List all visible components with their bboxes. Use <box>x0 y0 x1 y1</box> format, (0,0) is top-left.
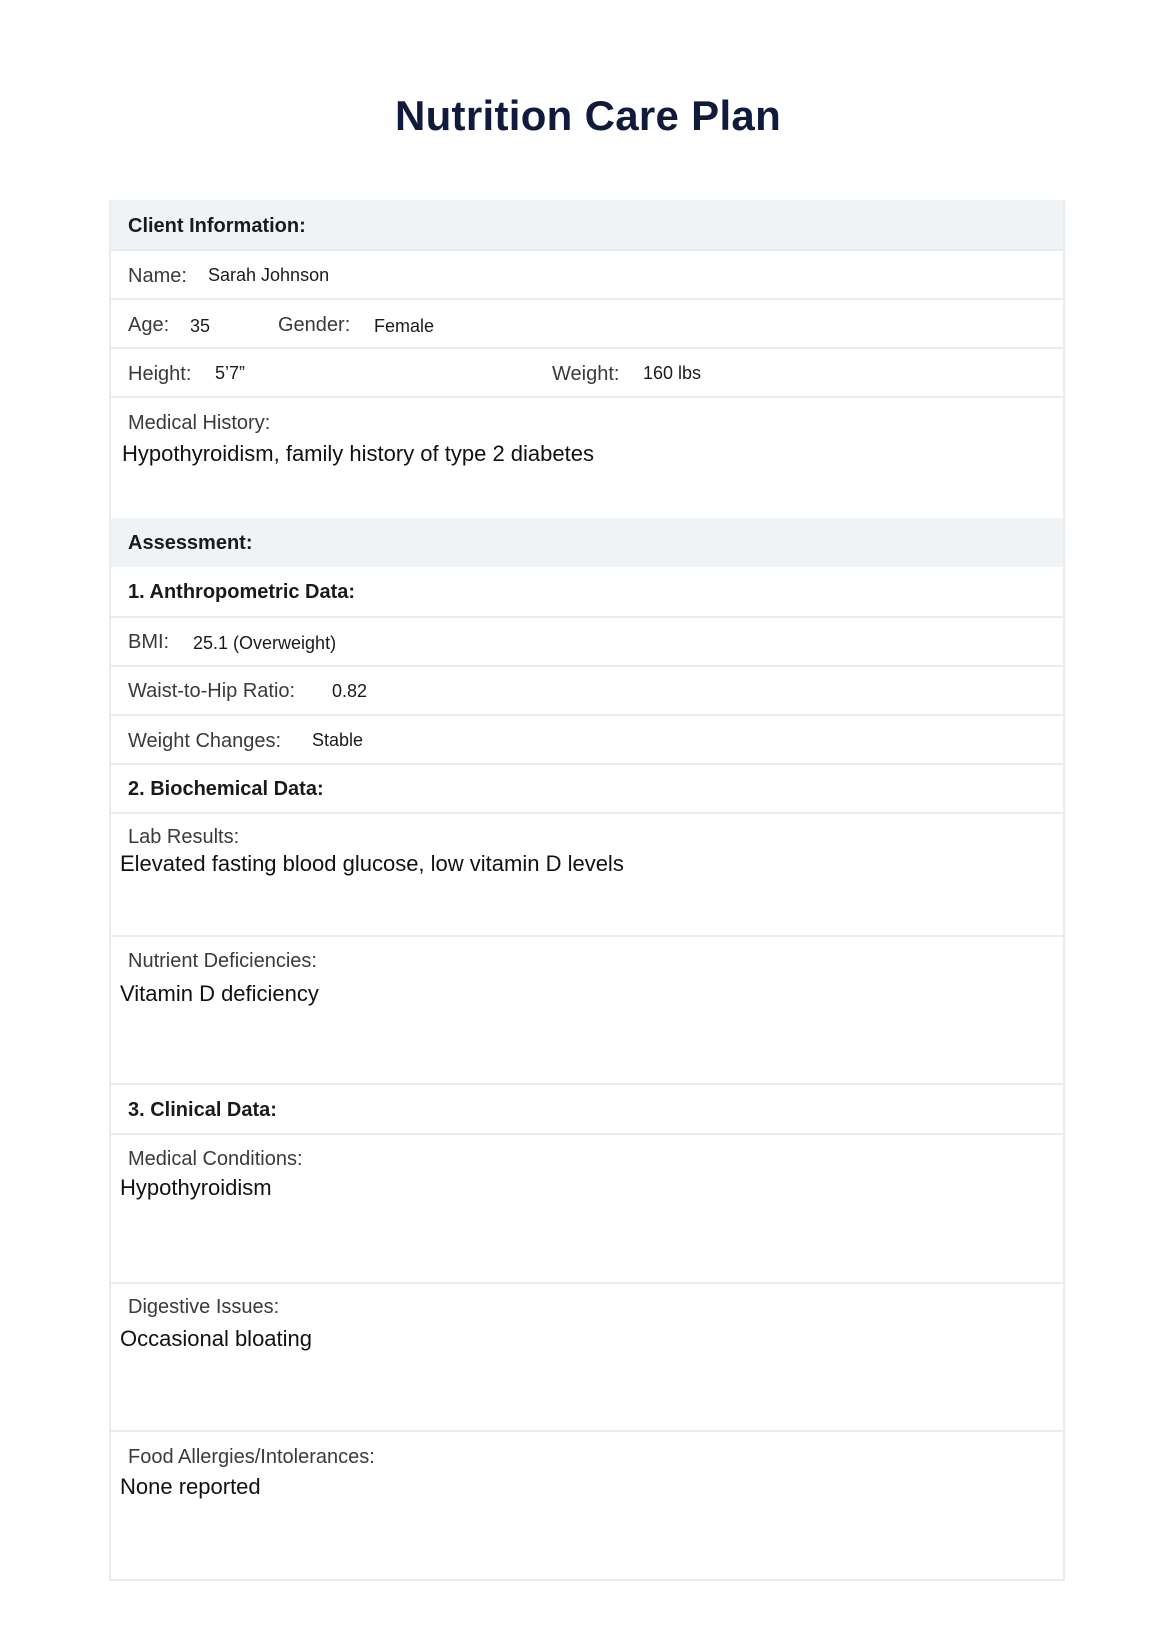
lab-results-label: Lab Results: <box>128 826 240 848</box>
lab-results-field[interactable]: Elevated fasting blood glucose, low vitamin D levels <box>120 851 624 876</box>
biochemical-header-row <box>111 763 1063 812</box>
age-label: Age: <box>128 314 170 336</box>
gender-field[interactable]: Female <box>374 316 435 336</box>
name-row <box>111 249 1063 298</box>
client-information-header <box>111 200 1063 249</box>
medical-history-field[interactable]: Hypothyroidism, family history of type 2 diabetes <box>122 441 594 466</box>
name-label: Name: <box>128 265 187 287</box>
digestive-issues-row <box>111 1282 1063 1430</box>
age-gender-row <box>111 298 1063 347</box>
clinical-header-row <box>111 1083 1063 1133</box>
assessment-heading: Assessment: <box>128 532 253 554</box>
page-title: Nutrition Care Plan <box>394 92 782 139</box>
anthropometric-heading: 1. Anthropometric Data: <box>128 581 356 603</box>
bmi-label: BMI: <box>128 631 170 653</box>
biochemical-heading: 2. Biochemical Data: <box>128 778 324 800</box>
waist-hip-label: Waist-to-Hip Ratio: <box>128 680 296 702</box>
nutrient-deficiencies-field[interactable]: Vitamin D deficiency <box>120 981 319 1006</box>
medical-history-label: Medical History: <box>128 412 271 434</box>
food-allergies-label: Food Allergies/Intolerances: <box>128 1446 375 1468</box>
medical-conditions-row <box>111 1133 1063 1282</box>
nutrient-deficiencies-label: Nutrient Deficiencies: <box>128 950 317 972</box>
bmi-field[interactable]: 25.1 (Overweight) <box>193 633 337 653</box>
height-weight-row <box>111 347 1063 396</box>
care-plan-form <box>109 200 1065 1581</box>
lab-results-row <box>111 812 1063 935</box>
medical-history-row <box>111 396 1063 518</box>
anthropometric-header-row <box>111 567 1063 616</box>
food-allergies-field[interactable]: None reported <box>120 1474 261 1499</box>
digestive-issues-field[interactable]: Occasional bloating <box>120 1326 313 1351</box>
nutrient-deficiencies-row <box>111 935 1063 1083</box>
assessment-header <box>111 518 1063 567</box>
age-field[interactable]: 35 <box>190 316 211 336</box>
client-information-heading: Client Information: <box>128 215 306 237</box>
height-label: Height: <box>128 363 192 385</box>
weight-changes-label: Weight Changes: <box>128 730 282 752</box>
bmi-row <box>111 616 1063 665</box>
waist-hip-field[interactable]: 0.82 <box>332 681 368 701</box>
weight-label: Weight: <box>552 363 620 385</box>
weight-changes-field[interactable]: Stable <box>312 730 364 750</box>
medical-conditions-field[interactable]: Hypothyroidism <box>120 1175 272 1200</box>
gender-label: Gender: <box>278 314 351 336</box>
clinical-heading: 3. Clinical Data: <box>128 1099 277 1121</box>
medical-conditions-label: Medical Conditions: <box>128 1148 303 1170</box>
weight-field[interactable]: 160 lbs <box>643 363 702 383</box>
height-field[interactable]: 5’7” <box>215 363 246 383</box>
digestive-issues-label: Digestive Issues: <box>128 1296 280 1318</box>
name-field[interactable]: Sarah Johnson <box>208 265 330 285</box>
weight-changes-row <box>111 714 1063 763</box>
waist-hip-row <box>111 665 1063 714</box>
food-allergies-row <box>111 1430 1063 1579</box>
